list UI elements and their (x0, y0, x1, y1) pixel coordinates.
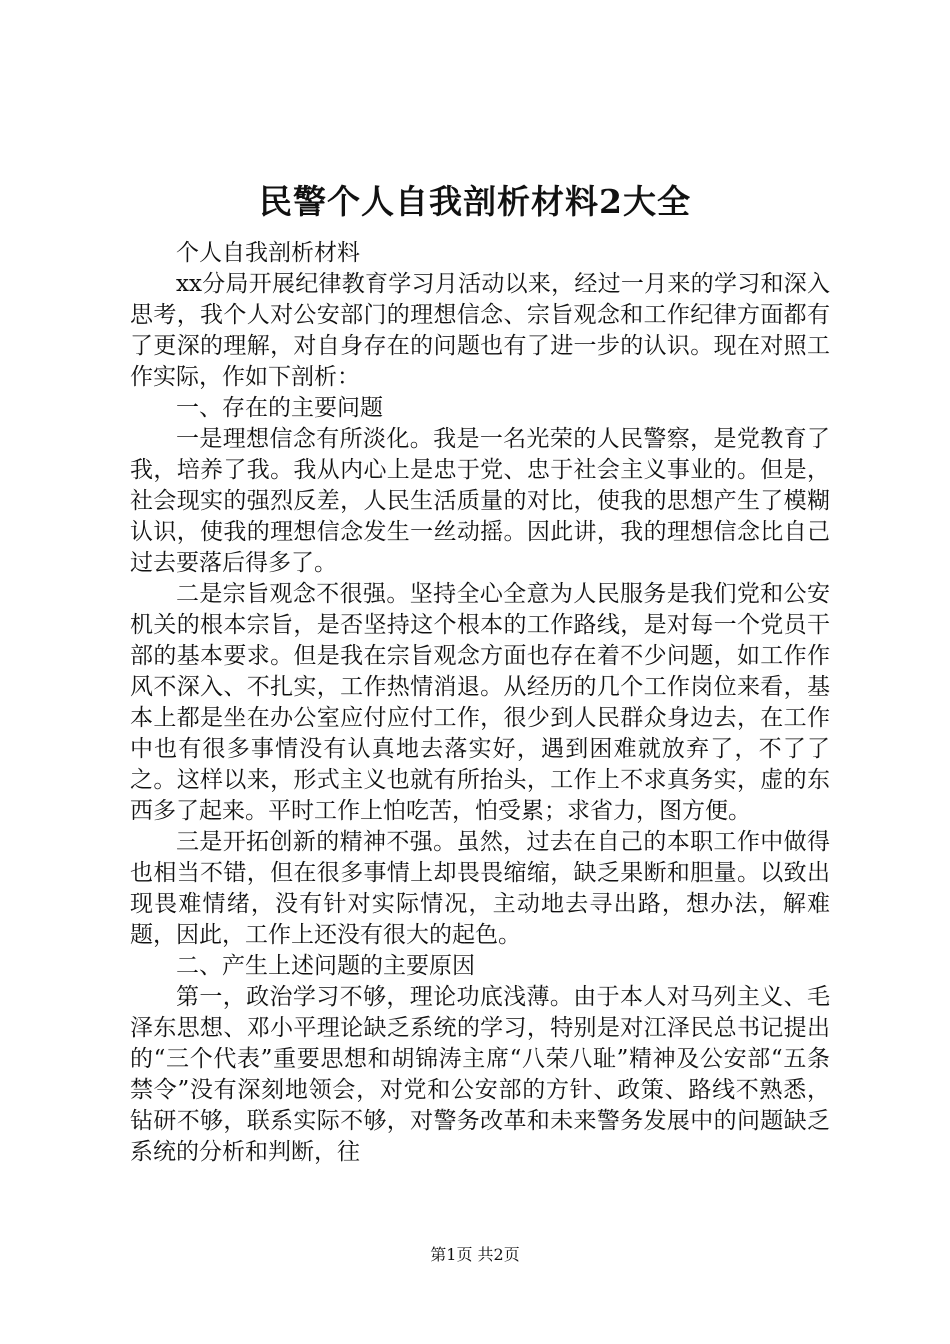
document-title: 民警个人自我剖析材料2大全 (259, 182, 691, 221)
paragraph-problem-1: 一是理想信念有所淡化。我是一名光荣的人民警察，是党教育了我，培养了我。我从内心上是忠于党、忠于社会主义事业的。但是，社会现实的强烈反差，人民生活质量的对比，使我的思想产生了模糊认识，使我的理想信念发生一丝动摇。因此讲，我的理想信念比自己过去要落后得多了。 (130, 426, 830, 576)
paragraph-intro: xx分局开展纪律教育学习月活动以来，经过一月来的学习和深入思考，我个人对公安部门的理想信念、宗旨观念和工作纪律方面都有了更深的理解，对自身存在的问题也有了进一步的认识。现在对照工作实际，作如下剖析： (130, 271, 830, 390)
heading-causes: 二、产生上述问题的主要原因 (176, 953, 475, 979)
paragraph-problem-2: 二是宗旨观念不很强。坚持全心全意为人民服务是我们党和公安机关的根本宗旨，是否坚持这个根本的工作路线，是对每一个党员干部的基本要求。但是我在宗旨观念方面也存在着不少问题，如工作作风不深入、不扎实，工作热情消退。从经历的几个工作岗位来看，基本上都是坐在办公室应付应付工作，很少到人民群众身边去，在工作中也有很多事情没有认真地去落实好，遇到困难就放弃了，不了了之。这样以来，形式主义也就有所抬头，工作上不求真务实，虚的东西多了起来。平时工作上怕吃苦，怕受累；求省力，图方便。 (130, 581, 830, 824)
page-number-footer: 第1页 共2页 (430, 1245, 520, 1264)
heading-main-problems: 一、存在的主要问题 (176, 395, 383, 421)
document-body (130, 238, 830, 1168)
paragraph-cause-1: 第一，政治学习不够，理论功底浅薄。由于本人对马列主义、毛泽东思想、邓小平理论缺乏系统的学习，特别是对江泽民总书记提出的“三个代表”重要思想和胡锦涛主席“八荣八耻”精神及公安部“五条禁令”没有深刻地领会，对党和公安部的方针、政策、路线不熟悉，钻研不够，联系实际不够，对警务改革和未来警务发展中的问题缺乏系统的分析和判断，往 (130, 984, 830, 1165)
paragraph-problem-3: 三是开拓创新的精神不强。虽然，过去在自己的本职工作中做得也相当不错，但在很多事情上却畏畏缩缩，缺乏果断和胆量。以致出现畏难情绪，没有针对实际情况，主动地去寻出路，想办法，解难题，因此，工作上还没有很大的起色。 (130, 829, 830, 948)
section-heading: 个人自我剖析材料 (176, 240, 360, 266)
